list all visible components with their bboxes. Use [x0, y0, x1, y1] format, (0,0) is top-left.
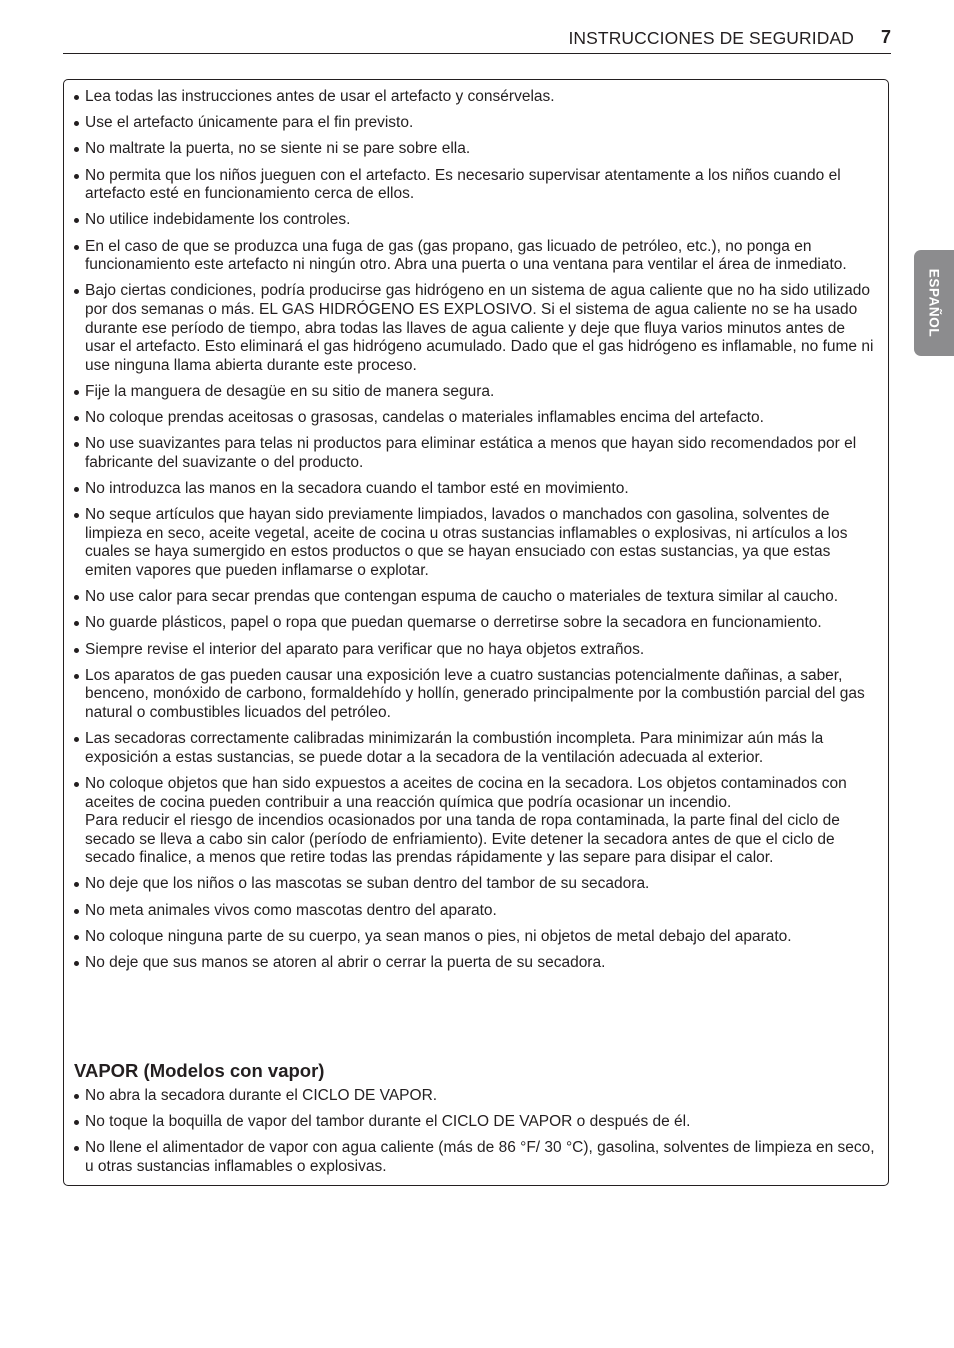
- page-number: 7: [880, 27, 891, 47]
- list-item: No toque la boquilla de vapor del tambor durante el CICLO DE VAPOR o después de él.: [74, 1113, 879, 1132]
- list-item: No deje que sus manos se atoren al abrir o cerrar la puerta de su secadora.: [74, 954, 879, 973]
- list-item: No utilice indebidamente los controles.: [74, 211, 879, 230]
- list-item: No seque artículos que hayan sido previamente limpiados, lavados o manchados con gasolina, solventes de limpieza en seco, aceite vegetal, aceite de cocina u otras sustancias inflamables o explosivas, ni artículos a los cuales se haya sumergido en estos productos o que se hayan ensuciado con estas sustancias, ya que estas emiten vapores que pueden inflamarse o explotar.: [74, 506, 879, 580]
- language-tab[interactable]: [914, 250, 954, 356]
- list-item: No llene el alimentador de vapor con agua caliente (más de 86 °F/ 30 °C), gasolina, solventes de limpieza en seco, u otras sustancias inflamables o explosivas.: [74, 1139, 879, 1176]
- list-item: En el caso de que se produzca una fuga de gas (gas propano, gas licuado de petróleo, etc.), no ponga en funcionamiento este artefacto ni ningún otro. Abra una puerta o una ventana para ventilar el área de inmediato.: [74, 238, 879, 275]
- list-item: Bajo ciertas condiciones, podría producirse gas hidrógeno en un sistema de agua caliente que no ha sido utilizado por dos semanas o más. EL GAS HIDRÓGENO ES EXPLOSIVO. Si el sistema de agua caliente no se ha usado durante ese período de tiempo, abra todas las llaves de agua caliente y deje que fluya varios minutos antes de usar el artefacto. Esto eliminará el gas hidrógeno acumulado. Dado que el gas hidrógeno es inflamable, no fume ni use ninguna llama abierta durante este proceso.: [74, 282, 879, 375]
- vapor-list: [74, 1087, 879, 1184]
- safety-instructions-box: [63, 79, 889, 1186]
- list-item: Lea todas las instrucciones antes de usar el artefacto y consérvelas.: [74, 88, 879, 107]
- list-item: Fije la manguera de desagüe en su sitio de manera segura.: [74, 383, 879, 402]
- list-item: Use el artefacto únicamente para el fin previsto.: [74, 114, 879, 133]
- list-item: No meta animales vivos como mascotas dentro del aparato.: [74, 902, 879, 921]
- list-item: No guarde plásticos, papel o ropa que puedan quemarse o derretirse sobre la secadora en funcionamiento.: [74, 614, 879, 633]
- list-item: No deje que los niños o las mascotas se suban dentro del tambor de su secadora.: [74, 875, 879, 894]
- list-item: No maltrate la puerta, no se siente ni se pare sobre ella.: [74, 140, 879, 159]
- safety-list: [74, 88, 879, 980]
- list-item: No permita que los niños jueguen con el artefacto. Es necesario supervisar atentamente a los niños cuando el artefacto esté en funcionamiento cerca de ellos.: [74, 167, 879, 204]
- list-item: Las secadoras correctamente calibradas minimizarán la combustión incompleta. Para minimizar aún más la exposición a estas sustancias, se puede dotar a la secadora de la ventilación adecuada al exterior.: [74, 730, 879, 767]
- list-item: No coloque objetos que han sido expuestos a aceites de cocina en la secadora. Los objetos contaminados con aceites de cocina pueden contribuir a una reacción química que podría ocasionar un incendio. Para reducir el riesgo de incendios ocasionados por una tanda de ropa contaminada, la parte final del ciclo de secado se lleva a cabo sin calor (período de enfriamiento). Evite detener la secadora antes de que el ciclo de secado finalice, a menos que retire todas las prendas rápidamente y las separe para disipar el calor.: [74, 775, 879, 868]
- header-title: INSTRUCCIONES DE SEGURIDAD: [568, 28, 854, 48]
- list-item: No coloque prendas aceitosas o grasosas, candelas o materiales inflamables encima del artefacto.: [74, 409, 879, 428]
- list-item: No use suavizantes para telas ni productos para eliminar estática a menos que hayan sido recomendados por el fabricante del suavizante o del producto.: [74, 435, 879, 472]
- language-tab-label: ESPAÑOL: [926, 268, 942, 338]
- list-item: No coloque ninguna parte de su cuerpo, ya sean manos o pies, ni objetos de metal debajo del aparato.: [74, 928, 879, 947]
- list-item: No use calor para secar prendas que contengan espuma de caucho o materiales de textura similar al caucho.: [74, 588, 879, 607]
- page-header: [63, 26, 891, 54]
- vapor-section-title: VAPOR (Modelos con vapor): [74, 1060, 325, 1081]
- list-item: Los aparatos de gas pueden causar una exposición leve a cuatro sustancias potencialmente dañinas, a saber, benceno, monóxido de carbono, formaldehído y hollín, generado principalmente por la combustión parcial del gas natural o combustibles licuados del petróleo.: [74, 667, 879, 723]
- list-item: No introduzca las manos en la secadora cuando el tambor esté en movimiento.: [74, 480, 879, 499]
- list-item: No abra la secadora durante el CICLO DE VAPOR.: [74, 1087, 879, 1106]
- list-item: Siempre revise el interior del aparato para verificar que no haya objetos extraños.: [74, 641, 879, 660]
